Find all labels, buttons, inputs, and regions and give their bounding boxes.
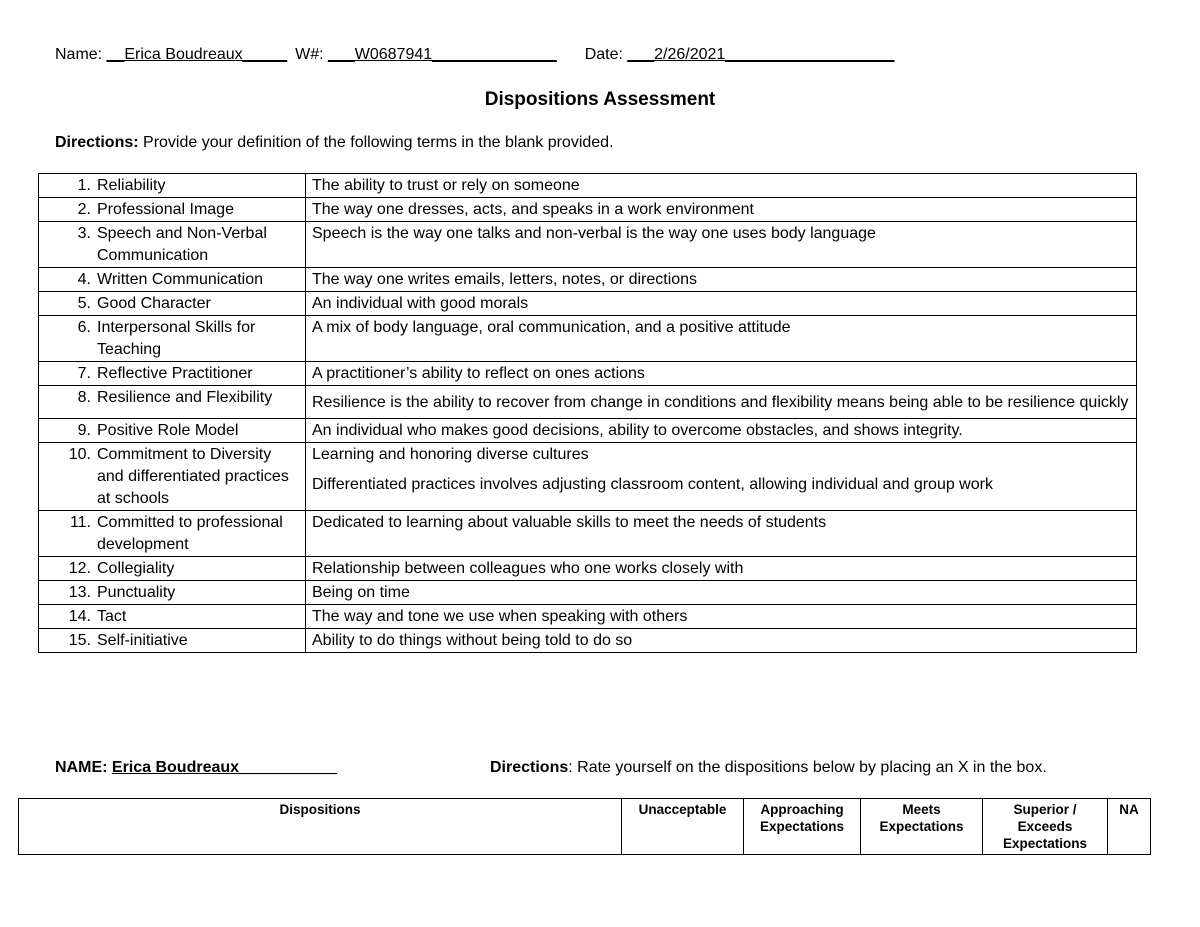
term-name: Professional Image xyxy=(97,201,234,218)
term-name: Punctuality xyxy=(97,584,176,601)
term-number: 3. xyxy=(77,225,91,242)
table-row xyxy=(39,316,1137,362)
term-number: 14. xyxy=(68,608,91,625)
term-name: Positive Role Model xyxy=(97,422,239,439)
definition-cell xyxy=(306,511,1137,557)
name-value: __Erica Boudreaux_____ xyxy=(106,46,288,63)
definition-cell xyxy=(306,443,1137,511)
definition-cell xyxy=(306,174,1137,198)
table-row xyxy=(39,292,1137,316)
rating-header-row xyxy=(19,799,1151,855)
rating-name-label: NAME: xyxy=(55,759,112,776)
definition-text: Speech is the way one talks and non-verbal is the way one uses body language xyxy=(312,225,876,242)
table-row xyxy=(39,443,1137,511)
directions-label: Directions: xyxy=(55,134,139,151)
definition-cell xyxy=(306,222,1137,268)
term-cell xyxy=(39,362,306,386)
definition-cell xyxy=(306,557,1137,581)
term-name: Reliability xyxy=(97,177,166,194)
term-number: 4. xyxy=(77,271,91,288)
rating-name-value: Erica Boudreaux___________ xyxy=(111,759,337,776)
definition-text: Relationship between colleagues who one works closely with xyxy=(312,560,744,577)
term-cell xyxy=(39,557,306,581)
definition-text: The way and tone we use when speaking with others xyxy=(312,608,688,625)
term-name: Self-initiative xyxy=(97,632,188,649)
term-name: Interpersonal Skills for Teaching xyxy=(97,319,256,358)
term-number: 12. xyxy=(68,560,91,577)
table-row xyxy=(39,629,1137,653)
terms-table xyxy=(38,173,1137,653)
date-value: ___2/26/2021___________________ xyxy=(627,46,895,63)
definition-cell xyxy=(306,629,1137,653)
definition-text: A mix of body language, oral communication, and a positive attitude xyxy=(312,319,791,336)
term-name: Good Character xyxy=(97,295,211,312)
term-name: Tact xyxy=(97,608,127,625)
term-name: Collegiality xyxy=(97,560,175,577)
rating-table xyxy=(18,798,1151,855)
name-label: Name: xyxy=(55,46,107,63)
definition-text: Ability to do things without being told to do so xyxy=(312,632,633,649)
definition-cell xyxy=(306,292,1137,316)
term-number: 10. xyxy=(68,446,91,463)
term-name: Reflective Practitioner xyxy=(97,365,253,382)
term-name: Written Communication xyxy=(97,271,263,288)
term-cell xyxy=(39,198,306,222)
table-row xyxy=(39,362,1137,386)
term-number: 7. xyxy=(77,365,91,382)
col-dispositions: Dispositions xyxy=(19,799,622,855)
definition-cell xyxy=(306,362,1137,386)
definition-text: Learning and honoring diverse cultures xyxy=(312,446,589,463)
rating-directions-text: : Rate yourself on the dispositions below by placing an X in the box. xyxy=(568,759,1047,776)
term-number: 6. xyxy=(77,319,91,336)
term-name: Speech and Non-Verbal Communication xyxy=(97,225,267,264)
col-superior: Superior / Exceeds Expectations xyxy=(983,799,1108,855)
col-unacceptable: Unacceptable xyxy=(622,799,744,855)
term-cell xyxy=(39,222,306,268)
directions xyxy=(55,134,614,152)
definition-text: An individual who makes good decisions, ability to overcome obstacles, and shows integrity. xyxy=(312,422,963,439)
term-cell xyxy=(39,386,306,419)
rating-name xyxy=(55,759,337,777)
term-name: Resilience and Flexibility xyxy=(97,389,273,406)
term-name: Committed to professional development xyxy=(97,514,283,553)
term-number: 2. xyxy=(77,201,91,218)
definition-text: Resilience is the ability to recover from change in conditions and flexibility means being able to be resilience quickly xyxy=(312,394,1129,411)
definition-text: The way one writes emails, letters, notes, or directions xyxy=(312,271,698,288)
table-row xyxy=(39,605,1137,629)
definition-text: A practitioner’s ability to reflect on ones actions xyxy=(312,365,645,382)
definition-cell xyxy=(306,581,1137,605)
table-row xyxy=(39,419,1137,443)
definition-cell xyxy=(306,419,1137,443)
term-cell xyxy=(39,292,306,316)
term-cell xyxy=(39,443,306,511)
term-cell xyxy=(39,605,306,629)
term-number: 9. xyxy=(77,422,91,439)
w-label: W#: xyxy=(295,46,329,63)
definition-text: The ability to trust or rely on someone xyxy=(312,177,580,194)
rating-directions xyxy=(490,759,1047,777)
col-meets: Meets Expectations xyxy=(861,799,983,855)
term-number: 8. xyxy=(77,389,91,406)
col-approaching: Approaching Expectations xyxy=(744,799,861,855)
term-number: 1. xyxy=(77,177,91,194)
col-na: NA xyxy=(1108,799,1151,855)
term-cell xyxy=(39,268,306,292)
definition-text: The way one dresses, acts, and speaks in a work environment xyxy=(312,201,754,218)
page-title: Dispositions Assessment xyxy=(484,89,716,110)
term-cell xyxy=(39,581,306,605)
header-info xyxy=(55,46,894,64)
term-number: 11. xyxy=(69,514,91,531)
rating-directions-label: Directions xyxy=(490,759,569,776)
table-row xyxy=(39,268,1137,292)
definition-cell xyxy=(306,268,1137,292)
directions-text: Provide your definition of the following terms in the blank provided. xyxy=(138,134,614,151)
table-row xyxy=(39,386,1137,419)
term-number: 13. xyxy=(68,584,91,601)
term-cell xyxy=(39,629,306,653)
definition-text-2: Differentiated practices involves adjusting classroom content, allowing individual and group work xyxy=(312,476,993,493)
date-label: Date: xyxy=(584,46,628,63)
table-row xyxy=(39,511,1137,557)
definition-cell xyxy=(306,605,1137,629)
term-cell xyxy=(39,174,306,198)
definition-text: An individual with good morals xyxy=(312,295,529,312)
table-row xyxy=(39,198,1137,222)
definition-cell xyxy=(306,386,1137,419)
term-number: 15. xyxy=(68,632,91,649)
table-row xyxy=(39,557,1137,581)
term-name: Commitment to Diversity and differentiated practices at schools xyxy=(97,446,289,507)
term-cell xyxy=(39,511,306,557)
term-cell xyxy=(39,316,306,362)
table-row xyxy=(39,174,1137,198)
definition-text: Dedicated to learning about valuable skills to meet the needs of students xyxy=(312,514,827,531)
definition-cell xyxy=(306,316,1137,362)
w-value: ___W0687941______________ xyxy=(328,46,557,63)
definition-cell xyxy=(306,198,1137,222)
term-cell xyxy=(39,419,306,443)
term-number: 5. xyxy=(77,295,91,312)
table-row xyxy=(39,222,1137,268)
table-row xyxy=(39,581,1137,605)
definition-text: Being on time xyxy=(312,584,410,601)
